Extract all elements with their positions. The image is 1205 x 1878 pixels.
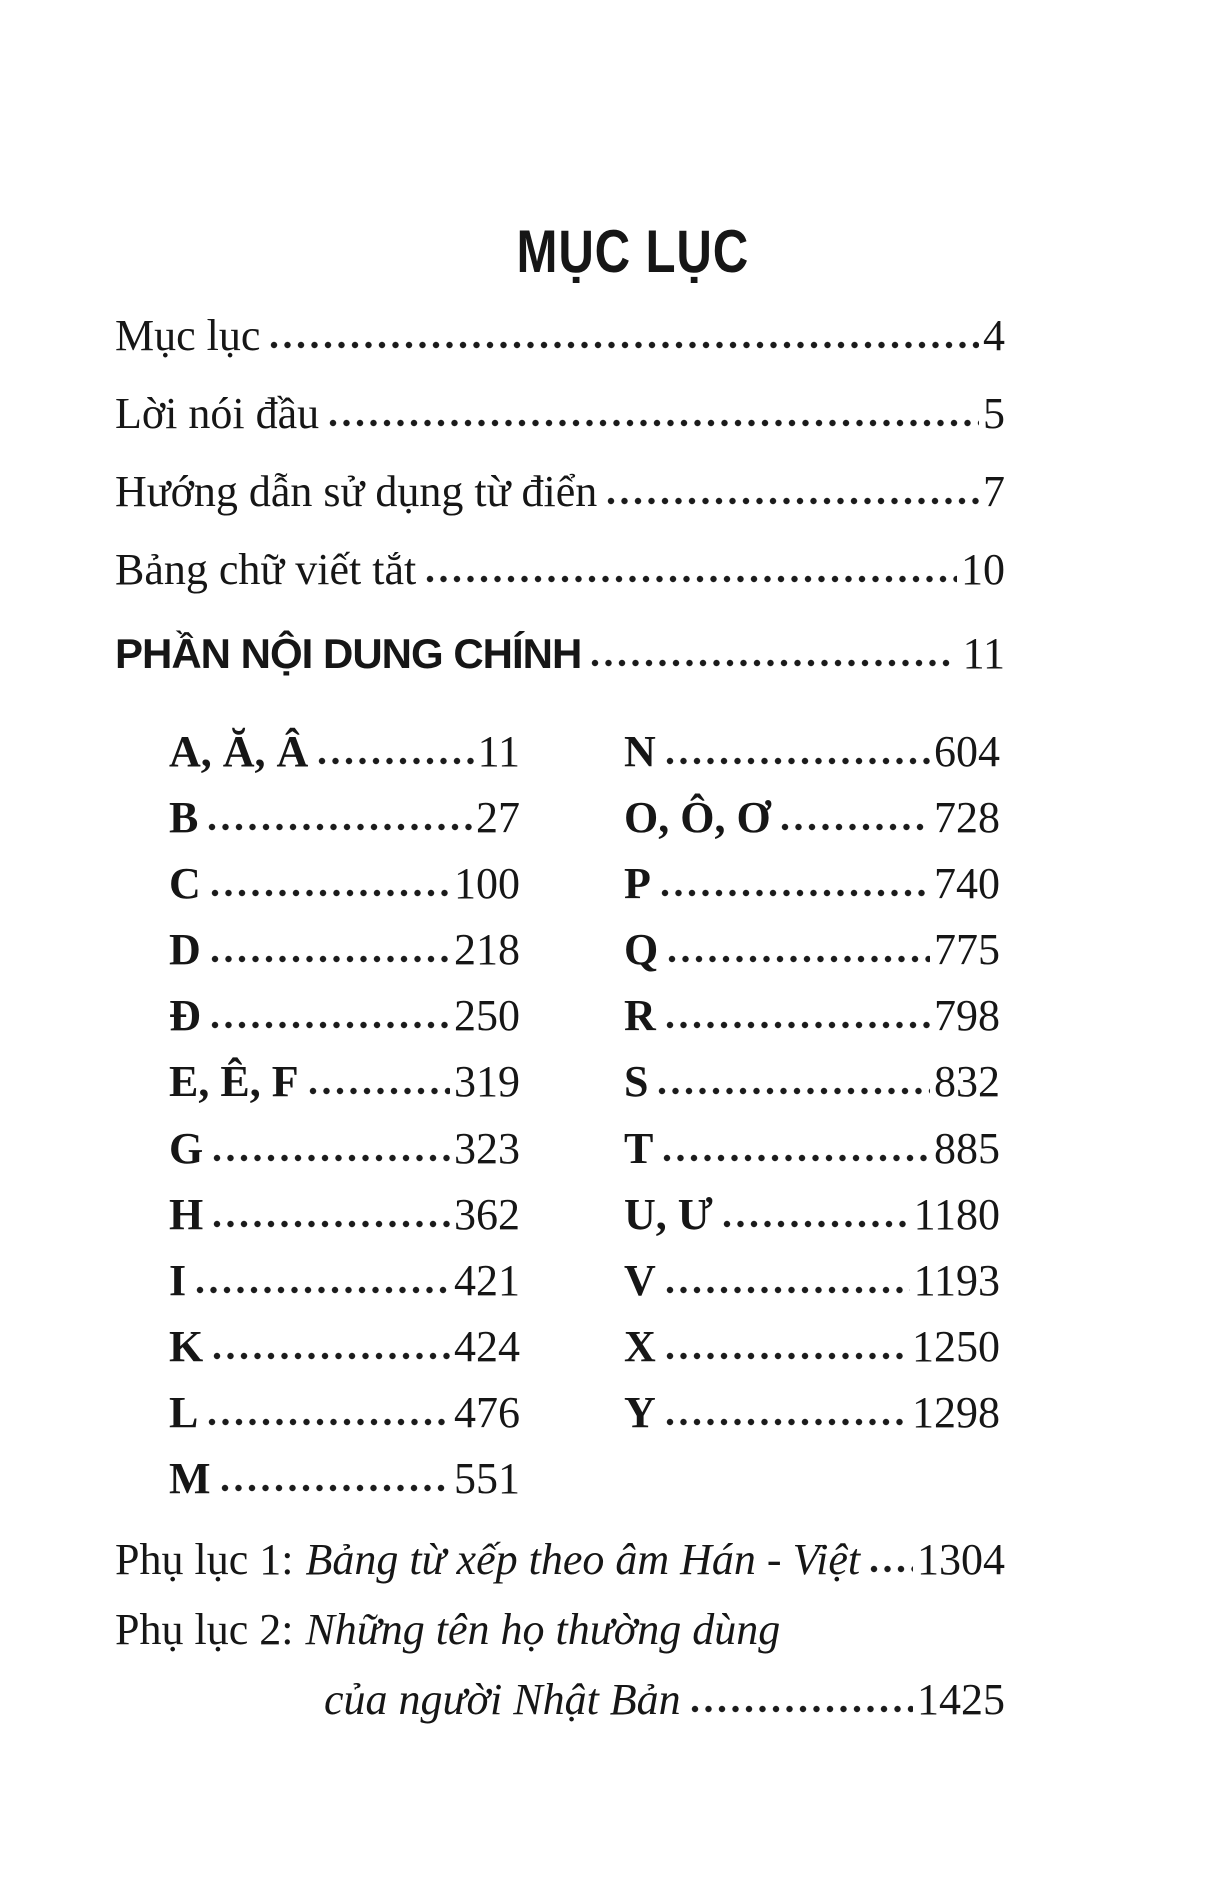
dot-leader [661, 1153, 930, 1163]
letter-entry [624, 1190, 1000, 1256]
letter-entry-label: M [169, 1454, 211, 1504]
letter-entry [624, 991, 1000, 1057]
letter-entry-label: I [169, 1255, 187, 1305]
toc-entry [115, 389, 1005, 467]
dot-leader [206, 822, 472, 832]
letter-entry [169, 991, 520, 1057]
letter-entry-label: S [624, 1057, 649, 1107]
letter-entry-label: Đ [169, 991, 201, 1041]
appendix-entry-2 [115, 1605, 1005, 1675]
toc-entry-page: 11 [962, 629, 1005, 678]
dot-leader [664, 1351, 908, 1361]
letter-entry-page: 1250 [912, 1321, 1000, 1371]
toc-entry-page: 10 [961, 545, 1005, 594]
letter-entry [624, 1124, 1000, 1190]
dot-leader [307, 1086, 450, 1096]
letter-entry [169, 1322, 520, 1388]
letter-entry-label: A, Ă, Â [169, 727, 309, 776]
letter-entry-page: 885 [934, 1123, 1000, 1173]
letter-entry [169, 1190, 520, 1256]
letter-entry-page: 319 [454, 1057, 520, 1107]
letter-entry [624, 859, 1000, 925]
toc-entry [115, 467, 1005, 545]
dot-leader [211, 1153, 450, 1163]
front-matter-list [115, 311, 1005, 713]
letter-entry-page: 832 [934, 1057, 1000, 1107]
letter-entry-label: N [624, 727, 656, 776]
dot-leader [664, 1285, 910, 1295]
page-title-text: MỤC LỤC [516, 218, 749, 285]
letter-entry-page: 551 [454, 1454, 520, 1504]
letter-entry-page: 740 [934, 859, 1000, 909]
dot-leader [666, 954, 930, 964]
dot-leader [664, 1417, 908, 1427]
letter-entry-page: 11 [477, 727, 520, 776]
appendix-2-label: Phụ lục 2: [115, 1605, 294, 1655]
toc-entry-label: Bảng chữ viết tắt [115, 545, 417, 594]
toc-entry [115, 311, 1005, 389]
letter-entry-label: G [169, 1123, 204, 1173]
dot-leader [664, 756, 930, 766]
letter-entry-page: 424 [454, 1321, 520, 1371]
letter-entry-page: 1180 [913, 1189, 1000, 1239]
letter-entry-label: Y [624, 1387, 656, 1437]
letter-entry-label: L [169, 1387, 199, 1437]
letter-entry [624, 1388, 1000, 1454]
letter-entry-page: 100 [454, 859, 520, 909]
letter-entry-label: H [169, 1189, 204, 1239]
letter-entry [624, 1322, 1000, 1388]
appendix-2-title-continuation: của người Nhật Bản [324, 1675, 681, 1725]
dot-leader [605, 496, 979, 506]
dot-leader [664, 1020, 930, 1030]
letter-entry-label: V [624, 1255, 656, 1305]
dot-leader [211, 1351, 450, 1361]
letter-entry-label: E, Ê, F [169, 1057, 299, 1107]
dot-leader [659, 888, 930, 898]
toc-entry [115, 629, 1005, 713]
dot-leader [219, 1483, 450, 1493]
appendix-entry-1 [115, 1535, 1005, 1605]
letter-entry-label: B [169, 793, 199, 843]
letter-entry-page: 476 [454, 1387, 520, 1437]
dot-leader [424, 574, 957, 584]
letter-entry [169, 1124, 520, 1190]
appendix-2-title: Những tên họ thường dùng [305, 1605, 781, 1655]
dot-leader [209, 888, 450, 898]
toc-entry-label: Lời nói đầu [115, 389, 320, 438]
letter-entry-page: 798 [934, 991, 1000, 1041]
letter-entry-label: P [624, 859, 651, 909]
letter-entry-label: X [624, 1321, 656, 1371]
letter-entry [169, 793, 520, 859]
letter-entry-label: Q [624, 925, 659, 975]
dot-leader [868, 1564, 913, 1574]
letter-entry-label: R [624, 991, 656, 1041]
letter-entry-page: 362 [454, 1189, 520, 1239]
page-title [0, 0, 1205, 285]
toc-entry-page: 7 [983, 467, 1005, 516]
letter-entry-label: T [624, 1123, 654, 1173]
letter-entry [624, 727, 1000, 793]
dot-leader [209, 954, 450, 964]
letter-entry-label: O, Ô, Ơ [624, 793, 771, 843]
letter-entry [169, 727, 520, 793]
dot-leader [327, 418, 979, 428]
appendix-entry-2-continuation [115, 1675, 1005, 1731]
dot-leader [689, 1704, 913, 1714]
letter-entry [169, 925, 520, 991]
letter-entry-page: 27 [476, 793, 520, 843]
dot-leader [316, 756, 473, 766]
appendix-1-page: 1304 [917, 1535, 1005, 1585]
letter-index-left-column [169, 727, 520, 1520]
letter-entry-page: 323 [454, 1123, 520, 1173]
letter-entry [169, 1388, 520, 1454]
toc-content [0, 311, 1205, 1731]
dot-leader [206, 1417, 450, 1427]
letter-entry-label: U, Ư [624, 1189, 713, 1239]
toc-entry-label: Hướng dẫn sử dụng từ điển [115, 467, 598, 516]
letter-entry-page: 421 [454, 1255, 520, 1305]
letter-entry [624, 1057, 1000, 1123]
letter-entry-page: 218 [454, 925, 520, 975]
dot-leader [721, 1219, 910, 1229]
dot-leader [656, 1086, 930, 1096]
letter-entry [169, 1057, 520, 1123]
letter-entry-page: 728 [934, 793, 1000, 843]
letter-entry [169, 1454, 520, 1520]
letter-entry-page: 775 [934, 925, 1000, 975]
dot-leader [211, 1219, 450, 1229]
toc-entry-label: PHẦN NỘI DUNG CHÍNH [115, 630, 582, 677]
letter-index [169, 727, 1005, 1520]
toc-entry-page: 5 [983, 389, 1005, 438]
letter-entry [624, 793, 1000, 859]
letter-entry-label: D [169, 925, 201, 975]
appendix-1-label: Phụ lục 1: [115, 1535, 294, 1585]
letter-index-right-column [624, 727, 1000, 1520]
dot-leader [589, 658, 950, 668]
letter-entry-page: 604 [934, 727, 1000, 776]
dot-leader [268, 340, 979, 350]
toc-entry-label: Mục lục [115, 311, 261, 360]
letter-entry-page: 1193 [913, 1255, 1000, 1305]
letter-entry-page: 250 [454, 991, 520, 1041]
appendix-1-title: Bảng từ xếp theo âm Hán - Việt [305, 1535, 861, 1585]
letter-entry-page: 1298 [912, 1387, 1000, 1437]
toc-entry-page: 4 [983, 311, 1005, 360]
dot-leader [194, 1285, 450, 1295]
dot-leader [779, 822, 930, 832]
toc-entry [115, 545, 1005, 623]
letter-entry [624, 1256, 1000, 1322]
letter-entry [169, 859, 520, 925]
letter-entry [169, 1256, 520, 1322]
letter-entry-label: K [169, 1321, 204, 1371]
appendix-list [115, 1535, 1005, 1731]
letter-entry [624, 925, 1000, 991]
letter-entry-label: C [169, 859, 201, 909]
dot-leader [209, 1020, 450, 1030]
appendix-2-page: 1425 [917, 1675, 1005, 1725]
